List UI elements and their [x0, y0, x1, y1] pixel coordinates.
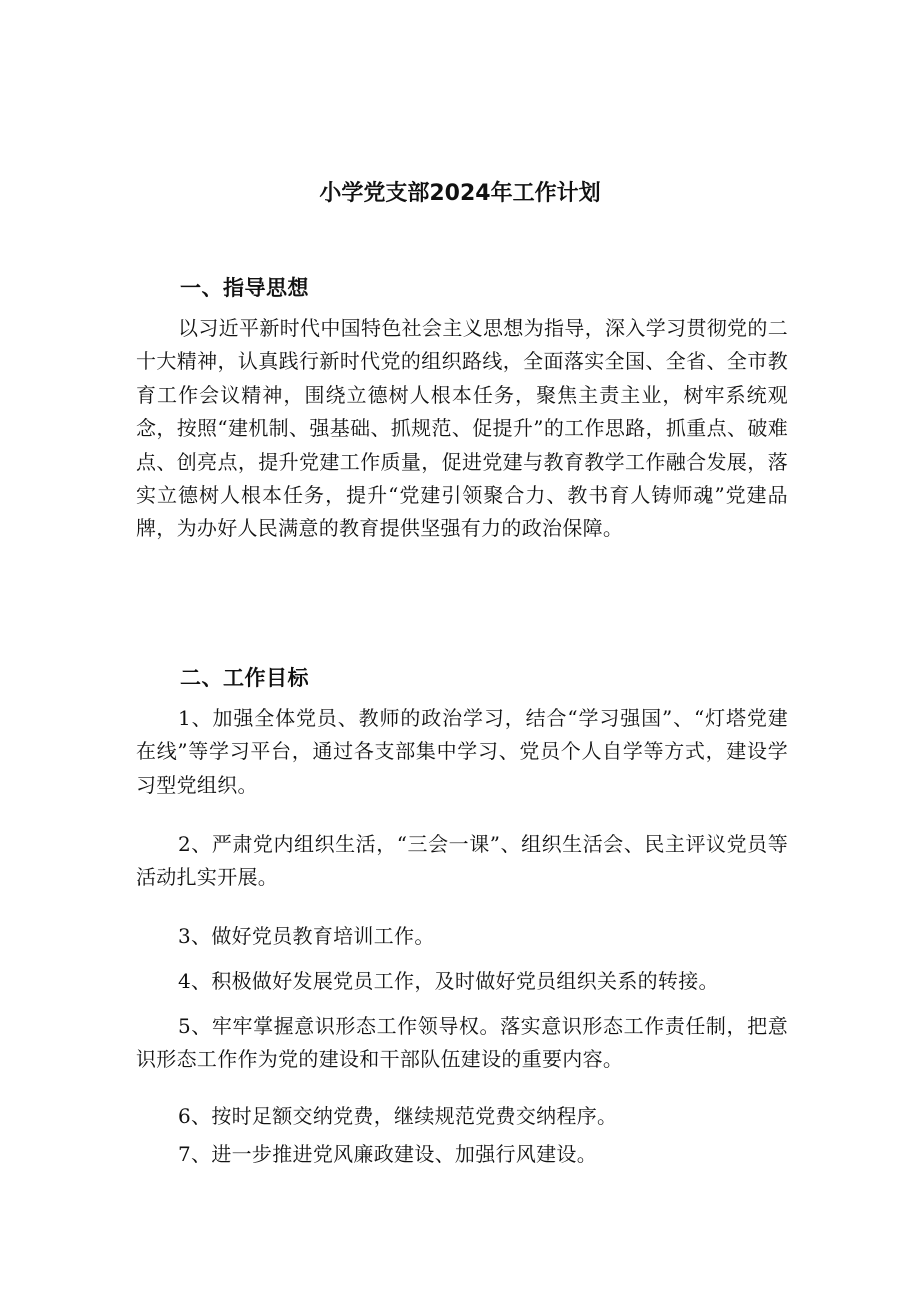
paragraph-goal-3: 3、做好党员教育培训工作。 — [178, 924, 435, 948]
paragraph-goal-7: 7、进一步推进党风廉政建设、加强行风建设。 — [178, 1142, 598, 1166]
paragraph-goal-2: 2、严肃党内组织生活，“三会一课”、组织生活会、民主评议党员等活动扎实开展。 — [136, 832, 788, 890]
section-heading-guiding-ideology: 一、指导思想 — [180, 276, 309, 300]
paragraph-goal-1: 1、加强全体党员、教师的政治学习，结合“学习强国”、“灯塔党建在线”等学习平台，通过各支部集中学习、党员个人自学等方式，建设学习型党组织。 — [136, 706, 788, 797]
paragraph-goal-4: 4、积极做好发展党员工作，及时做好党员组织关系的转接。 — [178, 969, 719, 993]
page-title: 小学党支部2024年工作计划 — [319, 181, 601, 206]
paragraph-goal-5: 5、牢牢掌握意识形态工作领导权。落实意识形态工作责任制，把意识形态工作作为党的建设和干部队伍建设的重要内容。 — [136, 1014, 788, 1072]
paragraph-guiding-ideology: 以习近平新时代中国特色社会主义思想为指导，深入学习贯彻党的二十大精神，认真践行新时代党的组织路线，全面落实全国、全省、全市教育工作会议精神，围绕立德树人根本任务，聚焦主责主业，树牢系统观念，按照“建机制、强基础、抓规范、促提升”的工作思路，抓重点、破难点、创亮点，提升党建工作质量，促进党建与教育教学工作融合发展，落实立德树人根本任务，提升“党建引领聚合力、教书育人铸师魂”党建品牌，为办好人民满意的教育提供坚强有力的政治保障。 — [136, 316, 788, 541]
paragraph-goal-6: 6、按时足额交纳党费，继续规范党费交纳程序。 — [178, 1104, 618, 1128]
section-heading-work-goals: 二、工作目标 — [180, 666, 309, 690]
